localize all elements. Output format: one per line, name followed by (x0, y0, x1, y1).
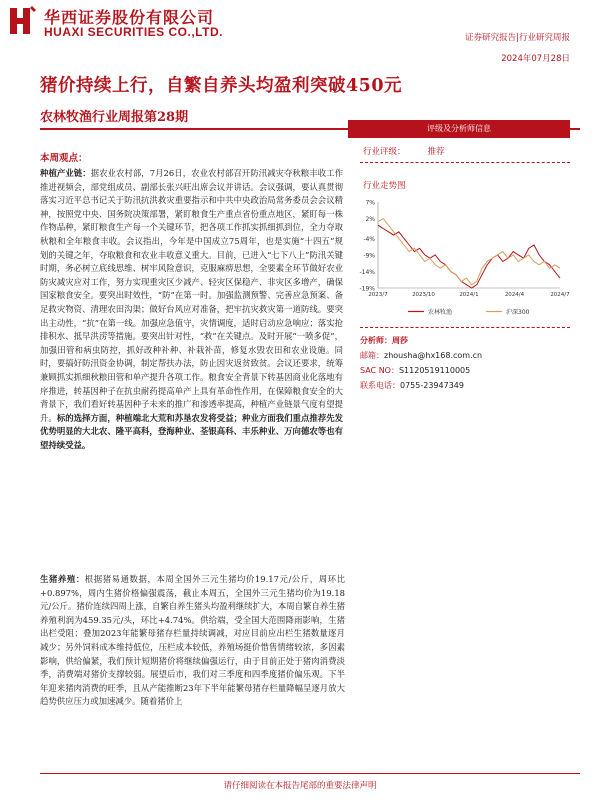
y-tick-label: -19% (359, 285, 375, 293)
series-line-hs300 (378, 219, 560, 285)
footer-disclaimer: 请仔细阅读在本报告尾部的重要法律声明 (223, 781, 377, 791)
x-tick-label: 2024/4 (504, 292, 525, 298)
y-tick-label: 7% (365, 199, 375, 207)
rating-divider (360, 162, 570, 163)
section-title: 本周观点： (40, 153, 88, 164)
analyst-divider (360, 327, 570, 328)
analyst-phone: 0755-23947349 (400, 381, 464, 390)
planting-chain-picks: 标的选择方面，种植端北大荒和苏垦农发将受益；种业方面我们重点推荐先发优势明显的大北农、隆平高科，登海种业、荃银高科、丰乐种业、万向德农等也有望持续受益。 (40, 412, 343, 450)
analyst-label: 分析师： (360, 336, 392, 345)
analyst-sac: S1120519110005 (398, 366, 471, 375)
page-subtitle: 农林牧渔行业周报第28期 (40, 110, 189, 125)
rating-value: 推荐 (427, 147, 445, 157)
report-type: 证券研究报告|行业研究周报 (465, 33, 570, 43)
legend-label: 农林牧渔 (428, 309, 453, 316)
rating-analyst-header: 评级及分析师信息 (348, 120, 570, 138)
trend-chart-title: 行业走势图 (363, 181, 406, 191)
analyst-info (360, 333, 482, 393)
y-tick-label: -14% (359, 268, 375, 276)
report-date: 2024年07月28日 (501, 54, 570, 64)
company-logo (8, 4, 288, 42)
series-line-agri (378, 225, 560, 288)
analyst-email[interactable]: zhousha@hx168.com.cn (384, 351, 483, 360)
planting-chain-lead: 种植产业链： (40, 168, 91, 178)
hog-farming-text: 根据猪易通数据，本周全国外三元生猪均价19.17元/公斤，周环比+0.897%，周内生猪价格偏强震荡，截止本周五，全国外三元生猪均价为19.18元/公斤。猪价连续四周上涨，自繁自养生猪头均盈利继续扩大，本周自繁自养生猪养殖利润为459.35元/头，环比+4.74%。供给端，受全国大范围降雨影响，生猪出栏受阻；叠加2023年能繁母猪存栏量持续调减，对应目前应出栏生猪数量逐月减少；另外饲料成本维持低位，压栏成本较低，养殖场挺价惜售情绪较浓，多因素影响，供给偏紧，我们预计短期猪价将继续偏强运行，由于目前正处于猪肉消费淡季，消费端对猪价支撑较弱。展望后市，我们对三季度和四季度猪价偏乐观。下半年迎来猪肉消费的旺季，且从产能推断23年下半年能繁母猪存栏量降幅呈逐月放大趋势供应压力或加速减少。随着猪价上 (40, 574, 345, 707)
x-tick-label: 2024/7 (550, 292, 570, 298)
industry-trend-chart (348, 196, 570, 324)
legend-label: 沪深300 (506, 309, 530, 316)
x-tick-label: 2024/1 (459, 292, 479, 298)
footer-divider (40, 773, 580, 774)
x-tick-label: 2023/10 (412, 292, 435, 298)
sac-label: SAC NO： (360, 366, 399, 375)
industry-rating (363, 145, 445, 157)
page-title: 猪价持续上行，自繁自养头均盈利突破450元 (40, 76, 403, 96)
y-tick-label: -9% (363, 252, 375, 260)
hog-farming-lead: 生猪养殖： (40, 574, 85, 584)
y-tick-label: -4% (363, 235, 375, 243)
y-tick-label: 2% (365, 216, 375, 224)
x-tick-label: 2023/7 (368, 292, 388, 298)
hog-farming-paragraph (40, 573, 345, 753)
planting-chain-paragraph (40, 167, 343, 547)
phone-label: 联系电话： (360, 381, 400, 390)
rating-label: 行业评级： (363, 147, 406, 157)
email-label: 邮箱： (360, 351, 384, 360)
analyst-name: 周莎 (392, 336, 408, 345)
company-name-en: HUAXI SECURITIES CO.,LTD. (44, 25, 223, 39)
huaxi-logo-icon (8, 4, 38, 38)
company-name-cn: 华西证券股份有限公司 (44, 8, 215, 27)
planting-chain-text: 据农业农村部，7月26日，农业农村部召开防汛减灾夺秋粮丰收工作推进视频会，部党组成员、副部长张兴旺出席会议并讲话。会议强调，要认真贯彻落实习近平总书记关于防汛抗洪救灾重要指示和中共中央政治局常务委员会会议精神，按照党中央、国务院决策部署，紧盯粮食生产重点省份重点地区，紧盯每一株作物品种，紧盯粮食生产每一个关键环节，把各项工作抓实抓细抓到位，全力夺取秋粮和全年粮食丰收。会议指出，今年是中国成立75周年，也是实施“十四五”规划的关键之年，夺取粮食和农业丰收意义重大。目前，已进入“七下八上”防汛关键时期，务必树立底线思维、树牢风险意识，克服麻痹思想，全要素全环节做好农业防灾减灾应对工作，努力实现重灾区少减产、轻灾区保稳产、非灾区多增产，确保国家粮食安全。要突出时效性，“防”在第一时。加强监测预警、完善应急预案、备足救灾物资、清理农田沟渠；做好台风应对准备，把牢抗灾救灾第一道防线。要突出主动性，“抗”在第一线。加强应急值守，灾情调度，适时启动应急响应；落实抢排积水、抵早洪涝等措施。要突出针对性，“救”在关键点。及时开展“一喷多促”，加强田管和病虫防控，抓好改种补种、补栽补苗，修复水毁农田和农业设施。同时，要搞好防汛资金协调，制定帮扶办法，防止因灾返贫致贫。会议还要求，统筹兼顾抓实抓细秋粮田管和单产提升各项工作。粮食安全背景下转基因商业化落地有序推进，转基因种子在抗虫耐药提高单产上具有革命性作用，在保障粮食安全的大背景下，我们看好转基因种子未来的推广和渗透率提高，种植产业链景气度有望提升。 (40, 168, 343, 423)
